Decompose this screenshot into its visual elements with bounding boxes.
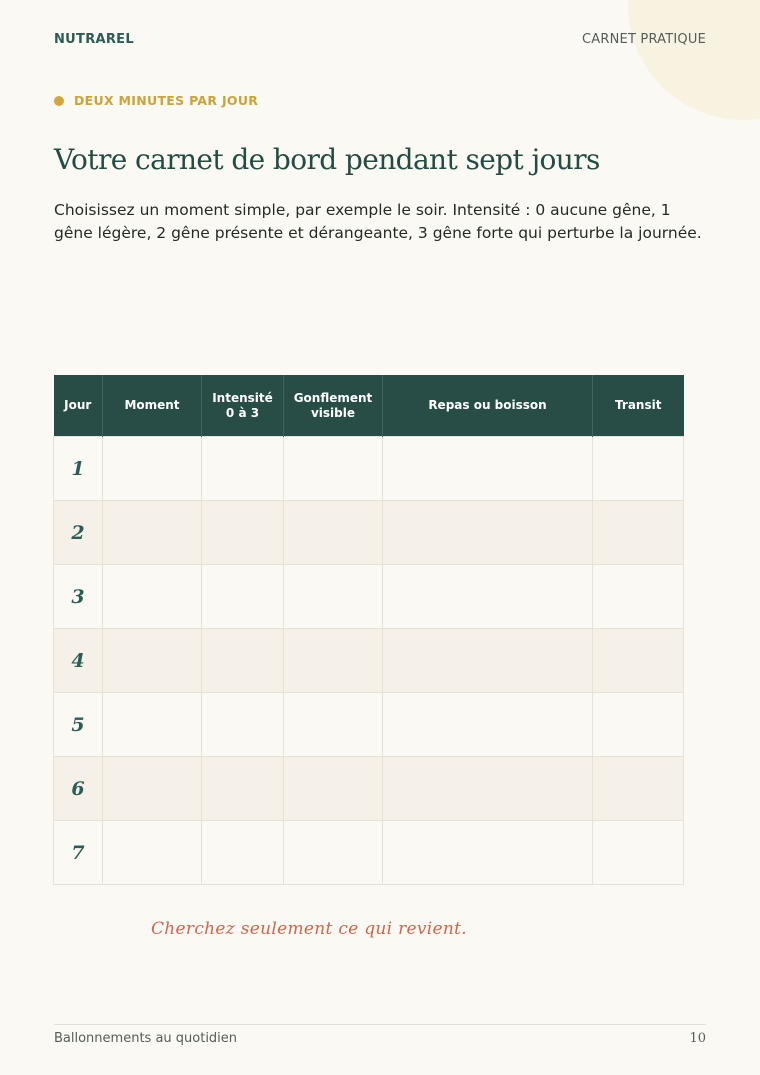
eyebrow-text: DEUX MINUTES PAR JOUR: [74, 93, 259, 108]
table-row: [54, 565, 684, 629]
table-row: [54, 821, 684, 885]
column-header-transit: Transit: [593, 375, 684, 437]
footer-title: Ballonnements au quotidien: [54, 1031, 238, 1046]
day-number: 3: [54, 565, 103, 629]
transit-cell[interactable]: [593, 629, 684, 693]
meal-cell[interactable]: [383, 693, 593, 757]
intensity-cell[interactable]: [202, 693, 284, 757]
column-header-intensite: Intensité 0 à 3: [202, 375, 284, 437]
intensity-cell[interactable]: [202, 821, 284, 885]
meal-cell[interactable]: [383, 437, 593, 501]
table-row: [54, 437, 684, 501]
day-number: 2: [54, 501, 103, 565]
bloating-cell[interactable]: [284, 501, 383, 565]
moment-cell[interactable]: [103, 565, 202, 629]
dot-icon: [54, 96, 64, 106]
day-number: 1: [54, 437, 103, 501]
meal-cell[interactable]: [383, 629, 593, 693]
meal-cell[interactable]: [383, 757, 593, 821]
page-number: 10: [689, 1031, 706, 1046]
transit-cell[interactable]: [593, 757, 684, 821]
moment-cell[interactable]: [103, 757, 202, 821]
moment-cell[interactable]: [103, 821, 202, 885]
table-row: [54, 501, 684, 565]
moment-cell[interactable]: [103, 629, 202, 693]
section-label: CARNET PRATIQUE: [582, 32, 706, 47]
bloating-cell[interactable]: [284, 757, 383, 821]
table-header-row: [54, 375, 684, 437]
moment-cell[interactable]: [103, 693, 202, 757]
bloating-cell[interactable]: [284, 629, 383, 693]
transit-cell[interactable]: [593, 565, 684, 629]
transit-cell[interactable]: [593, 437, 684, 501]
brand-name: NUTRAREL: [54, 32, 134, 47]
eyebrow: [54, 93, 258, 108]
column-header-repas: Repas ou boisson: [383, 375, 593, 437]
meal-cell[interactable]: [383, 821, 593, 885]
column-header-moment: Moment: [103, 375, 202, 437]
transit-cell[interactable]: [593, 821, 684, 885]
moment-cell[interactable]: [103, 437, 202, 501]
day-number: 5: [54, 693, 103, 757]
transit-cell[interactable]: [593, 693, 684, 757]
table-row: [54, 629, 684, 693]
intensity-cell[interactable]: [202, 501, 284, 565]
meal-cell[interactable]: [383, 501, 593, 565]
footer-divider: [54, 1024, 706, 1025]
bloating-cell[interactable]: [284, 693, 383, 757]
page-title: Votre carnet de bord pendant sept jours: [54, 143, 600, 176]
day-number: 4: [54, 629, 103, 693]
transit-cell[interactable]: [593, 501, 684, 565]
bloating-cell[interactable]: [284, 437, 383, 501]
intro-text: Choisissez un moment simple, par exemple le soir. Intensité : 0 aucune gêne, 1 gêne légère, 2 gêne présente et dérangeante, 3 gêne forte qui perturbe la journée.: [54, 201, 702, 242]
bloating-cell[interactable]: [284, 565, 383, 629]
column-header-gonflement: Gonflement visible: [284, 375, 383, 437]
bloating-cell[interactable]: [284, 821, 383, 885]
table-row: [54, 693, 684, 757]
decorative-circle: [628, 0, 760, 120]
column-header-jour: Jour: [54, 375, 103, 437]
intensity-cell[interactable]: [202, 629, 284, 693]
intensity-cell[interactable]: [202, 757, 284, 821]
table-row: [54, 757, 684, 821]
meal-cell[interactable]: [383, 565, 593, 629]
handwritten-note: Cherchez seulement ce qui revient.: [151, 919, 467, 939]
day-number: 6: [54, 757, 103, 821]
moment-cell[interactable]: [103, 501, 202, 565]
intensity-cell[interactable]: [202, 565, 284, 629]
day-number: 7: [54, 821, 103, 885]
intensity-cell[interactable]: [202, 437, 284, 501]
daily-log-table: [53, 375, 684, 885]
